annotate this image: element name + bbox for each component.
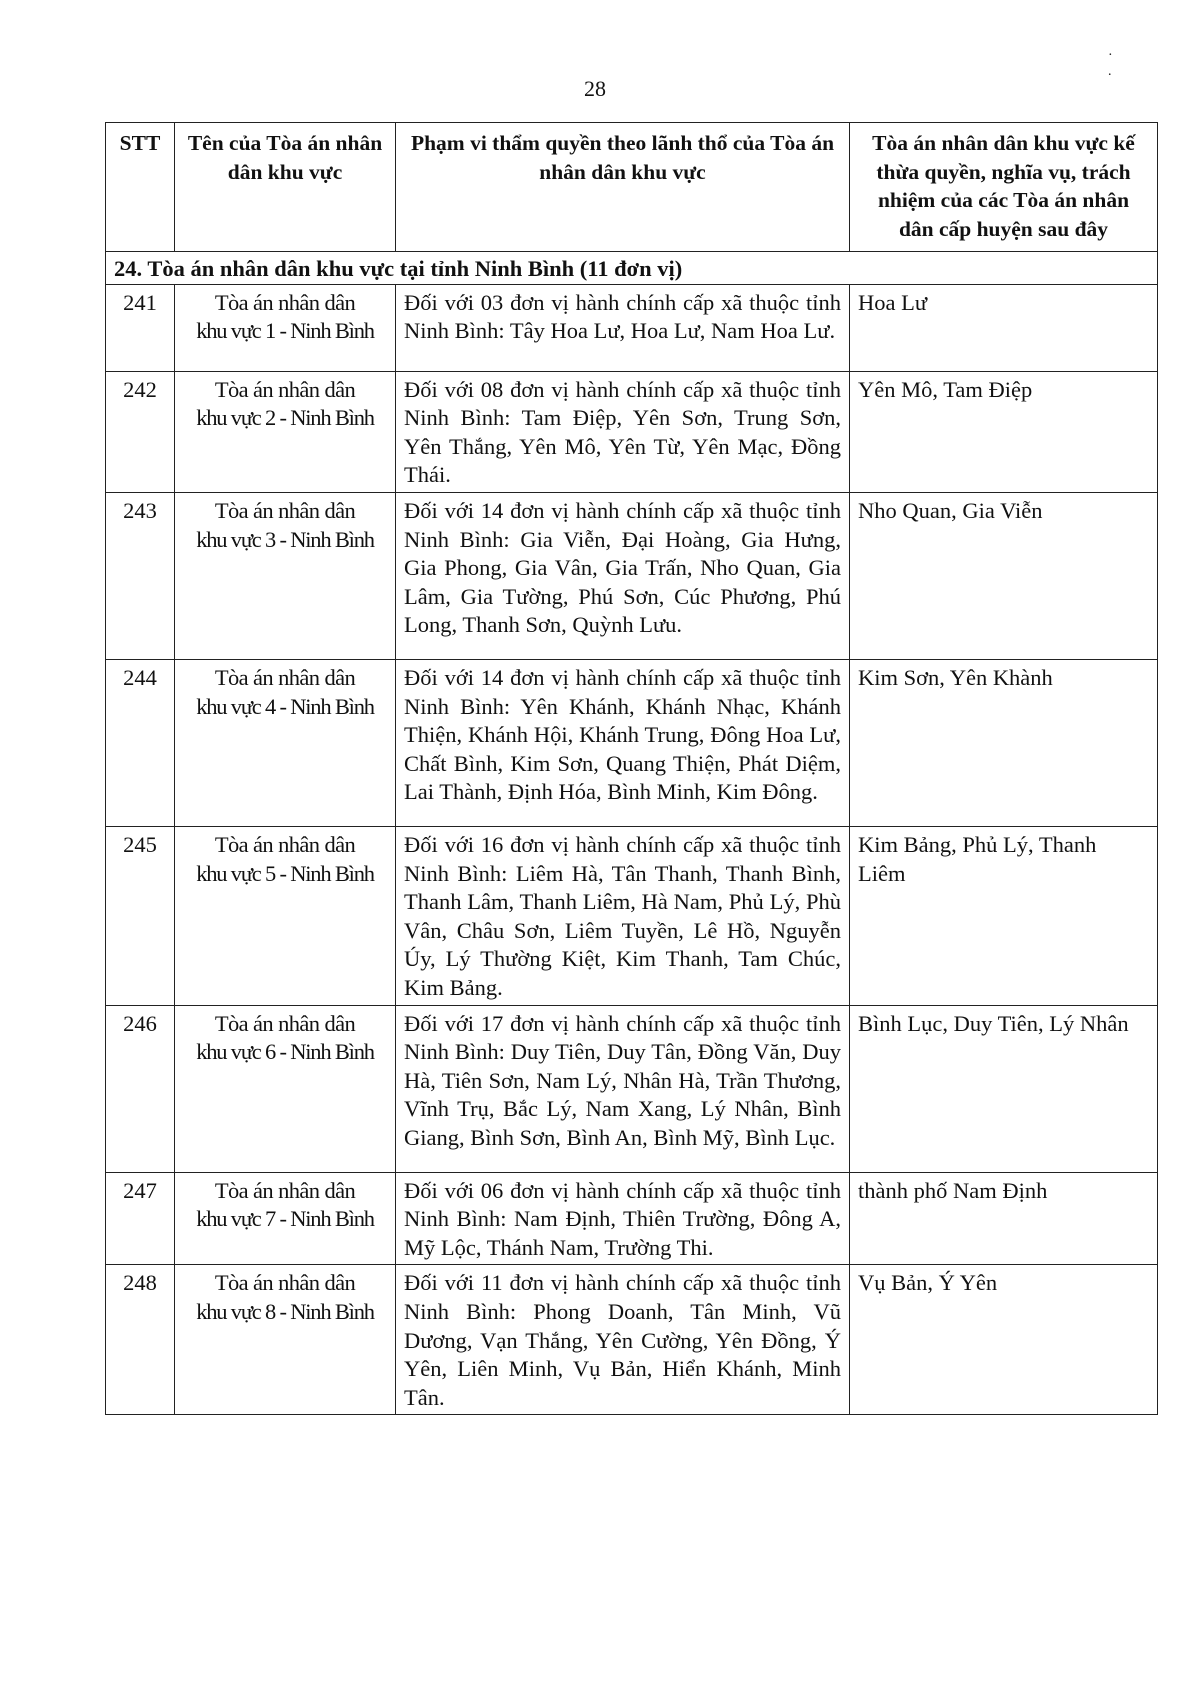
- row-stt: 245: [106, 826, 175, 1005]
- table-row: [106, 284, 1158, 371]
- row-court-name: [175, 492, 396, 659]
- row-scope: Đối với 11 đơn vị hành chính cấp xã thuộc tỉnh Ninh Bình: Phong Doanh, Tân Minh, Vũ Dương, Vạn Thắng, Yên Cường, Yên Đồng, Ý Yên, Liên Minh, Vụ Bản, Hiển Khánh, Minh Tân.: [396, 1265, 850, 1415]
- row-stt: 246: [106, 1005, 175, 1172]
- court-name-line2: khu vực 7 - Ninh Bình: [196, 1206, 374, 1232]
- row-scope: Đối với 08 đơn vị hành chính cấp xã thuộc tỉnh Ninh Bình: Tam Điệp, Yên Sơn, Trung Sơn, Yên Thắng, Yên Mô, Yên Từ, Yên Mạc, Đồng Thái.: [396, 371, 850, 492]
- row-court-name: [175, 1172, 396, 1265]
- section-title: 24. Tòa án nhân dân khu vực tại tỉnh Ninh Bình (11 đơn vị): [106, 252, 1158, 285]
- court-name-line1: Tòa án nhân dân: [214, 1270, 356, 1296]
- court-name-line2: khu vực 8 - Ninh Bình: [196, 1298, 374, 1324]
- row-stt: 247: [106, 1172, 175, 1265]
- table-row: [106, 371, 1158, 492]
- row-scope: Đối với 03 đơn vị hành chính cấp xã thuộc tỉnh Ninh Bình: Tây Hoa Lư, Hoa Lư, Nam Hoa Lư.: [396, 284, 850, 371]
- court-name-line2: khu vực 1 - Ninh Bình: [196, 318, 374, 344]
- table-row: [106, 659, 1158, 826]
- row-successor: Vụ Bản, Ý Yên: [850, 1265, 1158, 1415]
- table-row: [106, 1005, 1158, 1172]
- court-name-line2: khu vực 5 - Ninh Bình: [196, 860, 374, 886]
- row-scope: Đối với 06 đơn vị hành chính cấp xã thuộc tỉnh Ninh Bình: Nam Định, Thiên Trường, Đông A, Mỹ Lộc, Thánh Nam, Trường Thi.: [396, 1172, 850, 1265]
- row-scope: Đối với 16 đơn vị hành chính cấp xã thuộc tỉnh Ninh Bình: Liêm Hà, Tân Thanh, Thanh Bình, Thanh Lâm, Thanh Liêm, Hà Nam, Phủ Lý, Phù Vân, Châu Sơn, Liêm Tuyền, Lê Hồ, Nguyễn Úy, Lý Thường Kiệt, Kim Thanh, Tam Chúc, Kim Bảng.: [396, 826, 850, 1005]
- row-stt: 248: [106, 1265, 175, 1415]
- row-successor: Hoa Lư: [850, 284, 1158, 371]
- court-table: [105, 122, 1158, 1415]
- row-scope: Đối với 14 đơn vị hành chính cấp xã thuộc tỉnh Ninh Bình: Gia Viễn, Đại Hoàng, Gia Hưng, Gia Phong, Gia Vân, Gia Trấn, Nho Quan, Gia Lâm, Gia Tường, Phú Sơn, Cúc Phương, Phú Long, Thanh Sơn, Quỳnh Lưu.: [396, 492, 850, 659]
- court-name-line1: Tòa án nhân dân: [214, 1177, 356, 1203]
- table-row: [106, 1265, 1158, 1415]
- row-court-name: [175, 659, 396, 826]
- table-header-row: [106, 123, 1158, 252]
- header-successor-courts: Tòa án nhân dân khu vực kế thừa quyền, nghĩa vụ, trách nhiệm của các Tòa án nhân dân cấp huyện sau đây: [850, 123, 1158, 252]
- row-successor: Bình Lục, Duy Tiên, Lý Nhân: [850, 1005, 1158, 1172]
- court-name-line1: Tòa án nhân dân: [214, 497, 356, 523]
- court-name-line1: Tòa án nhân dân: [214, 1010, 356, 1036]
- table-row: [106, 1172, 1158, 1265]
- court-name-line1: Tòa án nhân dân: [214, 376, 356, 402]
- page-number: 28: [584, 76, 606, 101]
- section-row: [106, 252, 1158, 285]
- row-court-name: [175, 826, 396, 1005]
- row-successor: Nho Quan, Gia Viễn: [850, 492, 1158, 659]
- row-successor: Kim Bảng, Phủ Lý, Thanh Liêm: [850, 826, 1158, 1005]
- row-court-name: [175, 284, 396, 371]
- header-stt: STT: [106, 123, 175, 252]
- court-name-line2: khu vực 2 - Ninh Bình: [196, 405, 374, 431]
- row-scope: Đối với 17 đơn vị hành chính cấp xã thuộc tỉnh Ninh Bình: Duy Tiên, Duy Tân, Đồng Văn, Duy Hà, Tiên Sơn, Nam Lý, Nhân Hà, Trần Thương, Vĩnh Trụ, Bắc Lý, Nam Xang, Lý Nhân, Bình Giang, Bình Sơn, Bình An, Bình Mỹ, Bình Lục.: [396, 1005, 850, 1172]
- table-row: [106, 826, 1158, 1005]
- court-name-line2: khu vực 3 - Ninh Bình: [196, 526, 374, 552]
- header-court-name: Tên của Tòa án nhân dân khu vực: [175, 123, 396, 252]
- row-court-name: [175, 1265, 396, 1415]
- court-name-line1: Tòa án nhân dân: [214, 289, 356, 315]
- row-successor: Kim Sơn, Yên Khành: [850, 659, 1158, 826]
- table-row: [106, 492, 1158, 659]
- row-successor: Yên Mô, Tam Điệp: [850, 371, 1158, 492]
- header-territorial-scope: Phạm vi thẩm quyền theo lãnh thổ của Tòa án nhân dân khu vực: [396, 123, 850, 252]
- row-court-name: [175, 1005, 396, 1172]
- row-scope: Đối với 14 đơn vị hành chính cấp xã thuộc tỉnh Ninh Bình: Yên Khánh, Khánh Nhạc, Khánh Thiện, Khánh Hội, Khánh Trung, Đông Hoa Lư, Chất Bình, Kim Sơn, Quang Thiện, Phát Diệm, Lai Thành, Định Hóa, Bình Minh, Kim Đông.: [396, 659, 850, 826]
- row-successor: thành phố Nam Định: [850, 1172, 1158, 1265]
- court-name-line2: khu vực 6 - Ninh Bình: [196, 1039, 374, 1065]
- court-name-line1: Tòa án nhân dân: [214, 831, 356, 857]
- row-court-name: [175, 371, 396, 492]
- row-stt: 244: [106, 659, 175, 826]
- court-name-line2: khu vực 4 - Ninh Bình: [196, 693, 374, 719]
- row-stt: 241: [106, 284, 175, 371]
- corner-marks: · .: [1108, 48, 1153, 79]
- row-stt: 242: [106, 371, 175, 492]
- row-stt: 243: [106, 492, 175, 659]
- court-name-line1: Tòa án nhân dân: [214, 664, 356, 690]
